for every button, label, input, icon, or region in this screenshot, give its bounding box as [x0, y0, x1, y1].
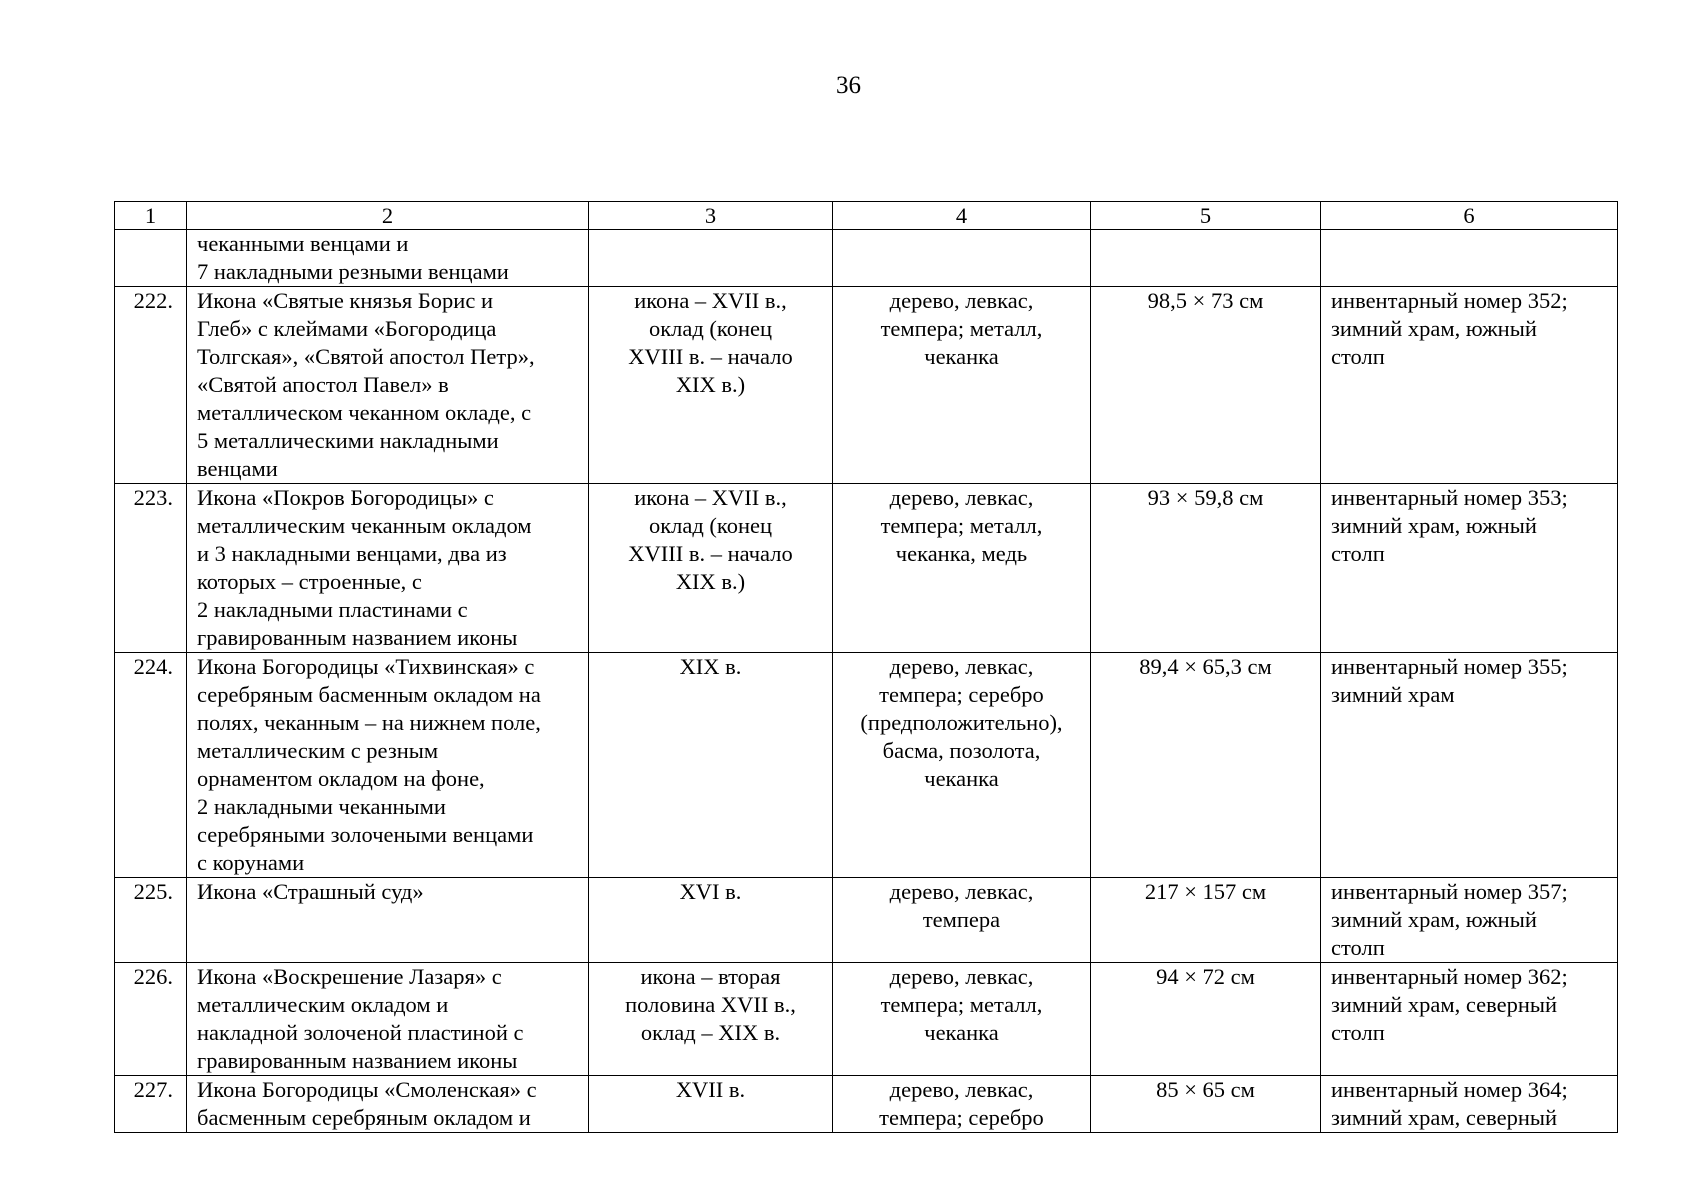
object-name-line: серебряным басменным окладом на — [197, 682, 541, 707]
object-name-line: «Святой апостол Павел» в — [197, 372, 449, 397]
object-location-line: зимний храм — [1331, 682, 1455, 707]
object-material-line: дерево, левкас, — [889, 1077, 1034, 1102]
object-location-line: столп — [1331, 935, 1385, 960]
object-dating — [589, 484, 833, 653]
object-name-line: 7 накладными резными венцами — [197, 259, 509, 284]
column-number: 6 — [1321, 202, 1618, 230]
object-name-line: Толгская», «Святой апостол Петр», — [197, 344, 535, 369]
object-name-line: Икона «Воскрешение Лазаря» с — [197, 964, 502, 989]
object-material-line: чеканка — [924, 766, 999, 791]
object-name-line: металлическом чеканном окладе, с — [197, 400, 532, 425]
object-size: 98,5 × 73 см — [1091, 287, 1321, 484]
object-dating-line: оклад (конец — [648, 316, 773, 341]
object-name — [187, 653, 589, 878]
row-number: 223. — [115, 484, 187, 653]
object-material-line: темпера; серебро — [879, 1105, 1044, 1130]
row-number: 222. — [115, 287, 187, 484]
object-location — [1321, 484, 1618, 653]
object-material-line: темпера; серебро — [879, 682, 1044, 707]
object-location — [1321, 878, 1618, 963]
object-dating-line: оклад (конец — [648, 513, 773, 538]
object-dating-line: XVIII в. – начало — [628, 344, 793, 369]
object-dating-line: XIX в. — [679, 654, 742, 679]
object-location — [1321, 1076, 1618, 1133]
object-location-line: зимний храм, южный — [1331, 513, 1537, 538]
object-material-line: дерево, левкас, — [889, 288, 1034, 313]
object-dating — [589, 653, 833, 878]
object-material-line: дерево, левкас, — [889, 879, 1034, 904]
object-name — [187, 230, 589, 287]
row-number: 224. — [115, 653, 187, 878]
row-number: 225. — [115, 878, 187, 963]
object-material-line: темпера — [922, 907, 1001, 932]
row-number: 226. — [115, 963, 187, 1076]
table-row — [115, 230, 1618, 287]
object-size: 89,4 × 65,3 см — [1091, 653, 1321, 878]
object-name-line: металлическим с резным — [197, 738, 439, 763]
object-material — [833, 878, 1091, 963]
object-location-line: инвентарный номер 353; — [1331, 485, 1568, 510]
column-numbers-row — [115, 202, 1618, 230]
object-material-line: темпера; металл, — [880, 316, 1043, 341]
object-name-line: 5 металлическими накладными — [197, 428, 499, 453]
object-location-line: инвентарный номер 357; — [1331, 879, 1568, 904]
object-size — [1091, 230, 1321, 287]
object-name — [187, 287, 589, 484]
object-name-line: которых – строенные, с — [197, 569, 422, 594]
table-row — [115, 1076, 1618, 1133]
object-name-line: гравированным названием иконы — [197, 1048, 518, 1073]
object-size: 85 × 65 см — [1091, 1076, 1321, 1133]
object-location-line: столп — [1331, 344, 1385, 369]
object-name-line: 2 накладными пластинами с — [197, 597, 468, 622]
page-number: 36 — [836, 72, 861, 99]
object-dating-line: XVII в. — [675, 1077, 746, 1102]
object-name — [187, 878, 589, 963]
object-name-line: серебряными золочеными венцами — [197, 822, 534, 847]
objects-table — [114, 201, 1618, 1133]
object-name-line: 2 накладными чеканными — [197, 794, 446, 819]
object-location — [1321, 230, 1618, 287]
object-material-line: дерево, левкас, — [889, 485, 1034, 510]
object-location-line: столп — [1331, 541, 1385, 566]
object-dating — [589, 878, 833, 963]
object-location-line: инвентарный номер 352; — [1331, 288, 1568, 313]
object-name-line: басменным серебряным окладом и — [197, 1105, 531, 1130]
object-material — [833, 963, 1091, 1076]
object-material — [833, 230, 1091, 287]
object-name-line: венцами — [197, 456, 278, 481]
object-dating-line: XVIII в. – начало — [628, 541, 793, 566]
object-size: 93 × 59,8 см — [1091, 484, 1321, 653]
object-location-line: зимний храм, северный — [1331, 992, 1558, 1017]
object-name-line: Икона «Страшный суд» — [197, 879, 424, 904]
object-name-line: Икона «Покров Богородицы» с — [197, 485, 494, 510]
object-dating — [589, 1076, 833, 1133]
object-name — [187, 484, 589, 653]
object-location-line: инвентарный номер 362; — [1331, 964, 1568, 989]
object-name-line: накладной золоченой пластиной с — [197, 1020, 524, 1045]
object-dating-line: XIX в.) — [675, 372, 746, 397]
object-dating-line: оклад – XIX в. — [640, 1020, 781, 1045]
object-name — [187, 963, 589, 1076]
object-material-line: (предположительно), — [860, 710, 1063, 735]
object-name-line: Глеб» с клеймами «Богородица — [197, 316, 497, 341]
object-dating-line: икона – вторая — [640, 964, 781, 989]
object-dating-line: XIX в.) — [675, 569, 746, 594]
table-row — [115, 484, 1618, 653]
object-name-line: Икона Богородицы «Тихвинская» с — [197, 654, 535, 679]
object-dating — [589, 230, 833, 287]
object-location-line: инвентарный номер 355; — [1331, 654, 1568, 679]
object-material — [833, 653, 1091, 878]
object-location-line: зимний храм, северный — [1331, 1105, 1558, 1130]
column-number: 5 — [1091, 202, 1321, 230]
object-location-line: инвентарный номер 364; — [1331, 1077, 1568, 1102]
object-location-line: столп — [1331, 1020, 1385, 1045]
object-location — [1321, 653, 1618, 878]
object-name — [187, 1076, 589, 1133]
object-size: 217 × 157 см — [1091, 878, 1321, 963]
column-number: 3 — [589, 202, 833, 230]
object-name-line: орнаментом окладом на фоне, — [197, 766, 485, 791]
object-dating — [589, 963, 833, 1076]
object-dating-line: икона – XVII в., — [634, 485, 787, 510]
object-name-line: с корунами — [197, 850, 305, 875]
object-material-line: дерево, левкас, — [889, 654, 1034, 679]
object-name-line: металлическим чеканным окладом — [197, 513, 532, 538]
object-size: 94 × 72 см — [1091, 963, 1321, 1076]
object-name-line: гравированным названием иконы — [197, 625, 518, 650]
object-material-line: темпера; металл, — [880, 513, 1043, 538]
object-location-line: зимний храм, южный — [1331, 316, 1537, 341]
object-material — [833, 484, 1091, 653]
column-number: 2 — [187, 202, 589, 230]
object-location — [1321, 287, 1618, 484]
object-name-line: Икона «Святые князья Борис и — [197, 288, 493, 313]
object-name-line: чеканными венцами и — [197, 231, 409, 256]
object-name-line: металлическим окладом и — [197, 992, 449, 1017]
object-material-line: темпера; металл, — [880, 992, 1043, 1017]
object-material-line: чеканка — [924, 1020, 999, 1045]
column-number: 1 — [115, 202, 187, 230]
object-material-line: чеканка — [924, 344, 999, 369]
object-material-line: басма, позолота, — [882, 738, 1041, 763]
row-number: 227. — [115, 1076, 187, 1133]
object-material-line: дерево, левкас, — [889, 964, 1034, 989]
object-material-line: чеканка, медь — [895, 541, 1028, 566]
table-row — [115, 878, 1618, 963]
object-dating-line: икона – XVII в., — [634, 288, 787, 313]
object-name-line: Икона Богородицы «Смоленская» с — [197, 1077, 537, 1102]
row-number — [115, 230, 187, 287]
table-row — [115, 963, 1618, 1076]
table-row — [115, 653, 1618, 878]
object-dating-line: XVI в. — [679, 879, 742, 904]
object-name-line: и 3 накладными венцами, два из — [197, 541, 507, 566]
object-dating — [589, 287, 833, 484]
object-location-line: зимний храм, южный — [1331, 907, 1537, 932]
object-location — [1321, 963, 1618, 1076]
object-name-line: полях, чеканным – на нижнем поле, — [197, 710, 541, 735]
table-row — [115, 287, 1618, 484]
object-material — [833, 1076, 1091, 1133]
object-dating-line: половина XVII в., — [625, 992, 796, 1017]
object-material — [833, 287, 1091, 484]
column-number: 4 — [833, 202, 1091, 230]
